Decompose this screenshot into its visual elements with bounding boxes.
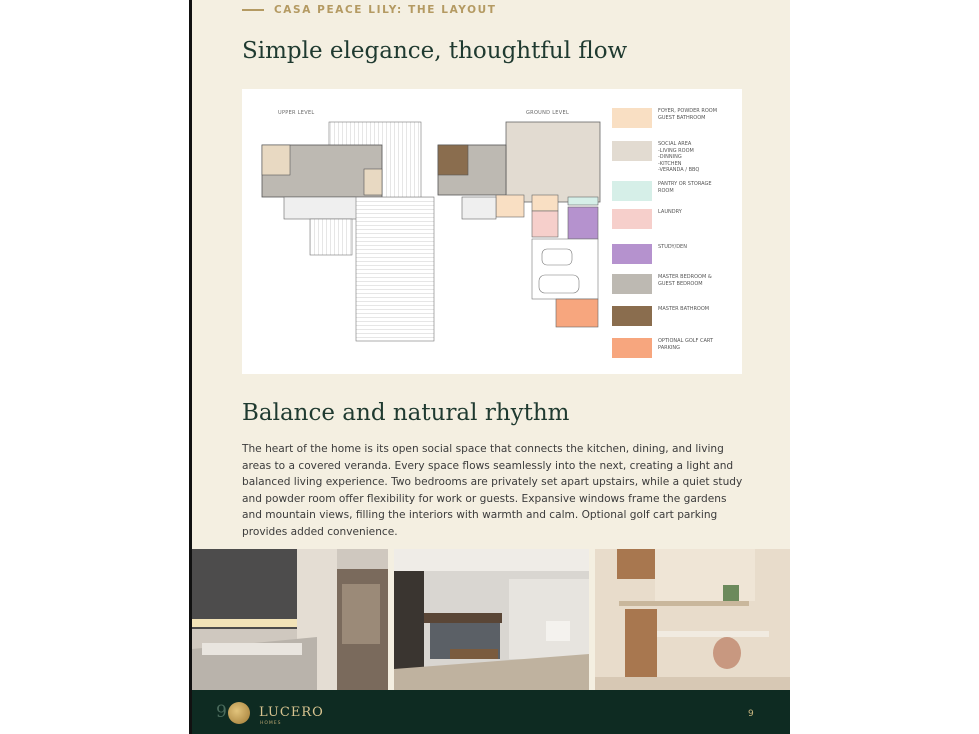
study-illustration [595, 549, 790, 690]
bedroom-illustration [394, 549, 589, 690]
body-paragraph: The heart of the home is its open social space that connects the kitchen, dining, and living areas to a covered veranda. Every space flows seamlessly into the next, creating a light and balanced living experience. Two bedrooms are privately set apart upstairs, while a quiet study and powder room offer flexibility for work or guests. Expansive windows frame the gardens and mountain views, filling the interiors with warmth and calm. Optional golf cart parking provides added convenience. [242, 443, 743, 538]
photo-strip [192, 549, 790, 690]
legend-item [612, 338, 728, 358]
legend-label: STUDY/DEN [658, 244, 687, 250]
legend-swatch [612, 244, 652, 264]
floor-plan [242, 89, 742, 374]
bedroom-photo [394, 549, 589, 690]
brand-subtitle: HOMES [260, 721, 282, 726]
section-subtitle: Balance and natural rhythm [242, 400, 570, 426]
bathroom-photo [192, 549, 388, 690]
legend-swatch [612, 141, 652, 161]
legend-label: MASTER BEDROOM & GUEST BEDROOM [658, 274, 712, 287]
study-photo [595, 549, 790, 690]
legend-label: SOCIAL AREA -LIVING ROOM -DINNING -KITCHEN -VERANDA / BBQ [658, 141, 700, 173]
section-eyebrow [242, 4, 497, 16]
ground-level-plan [438, 122, 600, 327]
legend-item [612, 274, 728, 294]
upper-level-plan [262, 122, 434, 341]
legend-label: OPTIONAL GOLF CART PARKING [658, 338, 714, 351]
page-number: 9 [748, 709, 754, 719]
logo-number: 9 [216, 702, 227, 722]
legend-swatch [612, 181, 652, 201]
brochure-page [192, 0, 790, 734]
legend-label: LAUNDRY [658, 209, 682, 215]
ground-level-label: GROUND LEVEL [526, 110, 570, 116]
legend-item [612, 141, 728, 174]
page-title: Simple elegance, thoughtful flow [242, 38, 628, 64]
legend-item [612, 181, 728, 201]
upper-level-label: UPPER LEVEL [278, 110, 315, 116]
legend-swatch [612, 274, 652, 294]
legend-label: MASTER BATHROOM [658, 306, 710, 312]
floor-plan-drawing [242, 89, 602, 374]
legend-item [612, 108, 728, 128]
legend-swatch [612, 306, 652, 326]
lucero-logo-icon [228, 702, 250, 724]
bathroom-illustration [192, 549, 388, 690]
section-label: CASA PEACE LILY: THE LAYOUT [274, 4, 497, 16]
page-footer [192, 690, 790, 734]
brand-name: LUCERO [259, 705, 324, 720]
legend-item [612, 244, 728, 264]
legend-item [612, 209, 728, 229]
eyebrow-dash [242, 9, 264, 11]
legend-label: PANTRY OR STORAGE ROOM [658, 181, 712, 194]
legend-item [612, 306, 728, 326]
legend-swatch [612, 209, 652, 229]
legend-swatch [612, 108, 652, 128]
legend-label: FOYER, POWDER ROOM GUEST BATHROOM [658, 108, 718, 121]
legend-swatch [612, 338, 652, 358]
